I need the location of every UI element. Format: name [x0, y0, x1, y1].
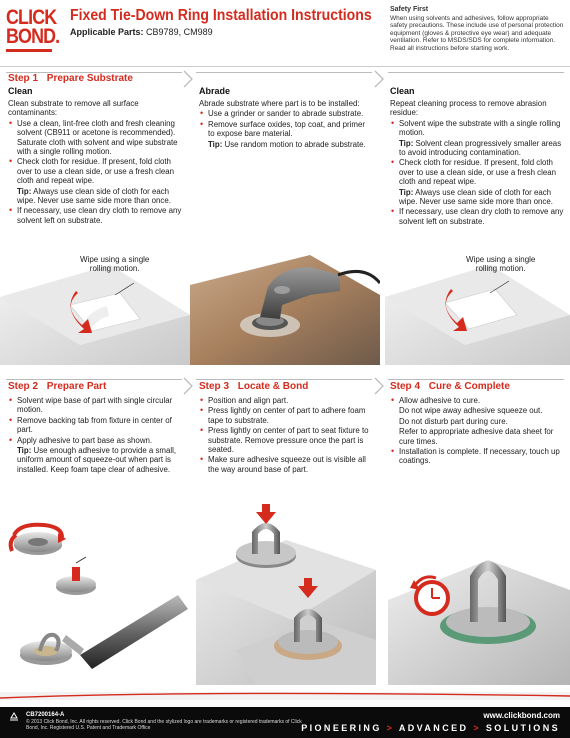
website-link[interactable]: www.clickbond.com: [483, 711, 560, 720]
clean2-instructions: [390, 99, 564, 227]
abrade-tip-text: Use random motion to abrade substrate.: [224, 139, 366, 149]
safety-heading: Safety First: [390, 6, 429, 13]
logo-bar: [6, 49, 52, 52]
tagline-word-3: SOLUTIONS: [485, 723, 560, 733]
clean2-tip2-text: Always use clean side of cloth for each wipe. Never use same side more than once.: [399, 187, 553, 207]
clean-bullet-2: • Check cloth for residue. If present, fold cloth over to use a clean side, or use a fresh clean cloth and repeat wipe.: [8, 157, 184, 185]
step3-heading: [199, 381, 308, 392]
step4-bullet-2: • Installation is complete. If necessary, touch up coatings.: [390, 447, 564, 466]
abrade-instructions: [199, 99, 373, 150]
page-title: Fixed Tie-Down Ring Installation Instructions: [70, 7, 372, 24]
logo-line-1: CLICK: [6, 6, 57, 29]
wipe-callout-1-line-1: Wipe using a single: [80, 255, 150, 264]
applicable-parts-value: CB9789, CM989: [146, 27, 213, 37]
clean2-tip2-label: Tip:: [399, 187, 414, 197]
step2-tip-label: Tip:: [17, 446, 32, 456]
clean2-tip: [390, 139, 564, 158]
chevron-right-icon: [373, 70, 385, 88]
step4-line-3: Do not disturb part during cure.: [399, 416, 508, 426]
prepare-part-illustration: [0, 505, 190, 685]
step2-tip: [8, 446, 184, 474]
clean-tip: [8, 187, 184, 206]
tagline-sep-1: >: [386, 723, 395, 733]
wipe-callout-2: [466, 255, 535, 273]
tagline-word-2: ADVANCED: [398, 723, 469, 733]
step2-number: Step 2: [8, 381, 39, 392]
step1-heading: [8, 73, 133, 84]
chevron-right-icon: [373, 377, 385, 395]
wipe-callout-2-line-1: Wipe using a single: [466, 255, 536, 264]
logo-line-2: BOND.: [6, 25, 60, 48]
step4-bullet-1: • Allow adhesive to cure.: [390, 396, 564, 405]
abrade-intro: Abrade substrate where part is to be installed:: [199, 99, 360, 108]
clean2-bullet-2: • Check cloth for residue. If present, fold cloth over to use a clean side, or use a fresh clean cloth and repeat wipe.: [390, 158, 564, 186]
step4-title: Cure & Complete: [428, 381, 510, 392]
step4-line-4: Refer to appropriate adhesive data sheet for cure times.: [399, 427, 554, 446]
step3-instructions: [199, 396, 373, 475]
clean2-tip-2: [390, 188, 564, 207]
chevron-right-icon: [182, 70, 194, 88]
locate-bond-illustration: [196, 500, 376, 685]
abrade-heading: Abrade: [199, 86, 231, 96]
abrade-bullet-1: • Use a grinder or sander to abrade substrate.: [199, 109, 373, 118]
clean2-intro: Repeat cleaning process to remove abrasion residue:: [390, 99, 547, 118]
clean-bullet-1: • Use a clean, lint-free cloth and fresh cleaning solvent (CB911 or acetone is recommended). Saturate cloth with solvent and wipe substrate with a single rolling motion.: [8, 119, 184, 157]
clean-heading: Clean: [8, 86, 33, 96]
step2-bullet-3: • Apply adhesive to part base as shown.: [8, 436, 184, 445]
clean2-tip-label: Tip:: [399, 138, 414, 148]
step2-line: [6, 379, 182, 380]
abrade-tip-label: Tip:: [208, 139, 223, 149]
step4-line-2: Do not wipe away adhesive squeeze out.: [399, 406, 543, 416]
wipe-callout-2-line-2: rolling motion.: [475, 264, 526, 273]
click-bond-logo: [6, 6, 60, 62]
step4-instructions: [390, 396, 564, 467]
safety-text: When using solvents and adhesives, follow appropriate safety precautions. These include use of personal protection equipment (gloves & protective eye wear) and adequate ventilation. Refer to MSDS/SDS for complete information. Read all instructions before starting work.: [390, 14, 564, 52]
clean-tip-text: Always use clean side of cloth for each wipe. Never use same side more than once.: [17, 186, 171, 206]
clean2-bullet-3: • If necessary, use clean dry cloth to remove any solvent left on substrate.: [390, 207, 564, 226]
step2-heading: [8, 381, 106, 392]
cure-illustration: [388, 500, 570, 685]
abrade-illustration: [190, 245, 380, 365]
step4-line: [388, 379, 564, 380]
step1-number: Step 1: [8, 73, 39, 84]
abrade-tip: [199, 140, 373, 149]
clean2-heading: Clean: [390, 86, 415, 96]
step2-instructions: [8, 396, 184, 475]
step2-bullet-2: • Remove backing tab from fixture in center of part.: [8, 416, 184, 435]
step3-bullet-2: • Press lightly on center of part to adhere foam tape to substrate.: [199, 406, 373, 425]
clean2-tip-text: Solvent clean progressively smaller areas to avoid introducing contamination.: [399, 138, 562, 158]
clean2-line: [388, 72, 564, 73]
step3-bullet-3: • Press lightly on center of part to seat fixture to substrate. Remove pressure once the part is seated.: [199, 426, 373, 454]
header-divider: [0, 66, 570, 67]
step4-number: Step 4: [390, 381, 421, 392]
wipe-callout-1-line-2: rolling motion.: [89, 264, 140, 273]
step4-heading: [390, 381, 510, 392]
step2-title: Prepare Part: [46, 381, 107, 392]
applicable-parts: [70, 27, 213, 37]
tagline-sep-2: >: [473, 723, 481, 733]
wipe-callout-1: [80, 255, 149, 273]
clean2-bullet-1: • Solvent wipe the substrate with a single rolling motion.: [390, 119, 564, 138]
safety-first-box: [390, 6, 565, 53]
abrade-line: [196, 72, 372, 73]
step3-bullet-4: • Make sure adhesive squeeze out is visible all the way around base of part.: [199, 455, 373, 474]
copyright-text: © 2013 Click Bond, Inc. All rights reserved. Click Bond and the stylized logo are trademarks or registered trademarks of Click Bond, Inc. Registered U.S. Patent and Trademark Office: [26, 719, 302, 731]
step3-title: Locate & Bond: [237, 381, 309, 392]
step2-tip-text: Use enough adhesive to provide a small, uniform amount of squeeze-out when part is installed. Keep foam tape clear of adhesive.: [17, 446, 177, 474]
step1-title: Prepare Substrate: [46, 73, 133, 84]
tagline: [301, 723, 560, 733]
step3-line: [196, 379, 372, 380]
footer-stripe: [0, 692, 570, 700]
chevron-right-icon: [182, 377, 194, 395]
clean-tip-label: Tip:: [17, 186, 32, 196]
step3-bullet-1: • Position and align part.: [199, 396, 373, 405]
clean-bullet-3: • If necessary, use clean dry cloth to remove any solvent left on substrate.: [8, 206, 184, 225]
step2-bullet-1: • Solvent wipe base of part with single circular motion.: [8, 396, 184, 415]
step3-number: Step 3: [199, 381, 230, 392]
document-code: CB7200164-A: [26, 712, 65, 718]
clean-intro: Clean substrate to remove all surface contaminants:: [8, 99, 139, 118]
clean-instructions: [8, 99, 184, 226]
recycle-icon: [8, 712, 20, 724]
abrade-bullet-2: • Remove surface oxides, top coat, and primer to expose bare material.: [199, 120, 373, 139]
tagline-word-1: PIONEERING: [301, 723, 382, 733]
applicable-parts-label: Applicable Parts:: [70, 27, 144, 37]
